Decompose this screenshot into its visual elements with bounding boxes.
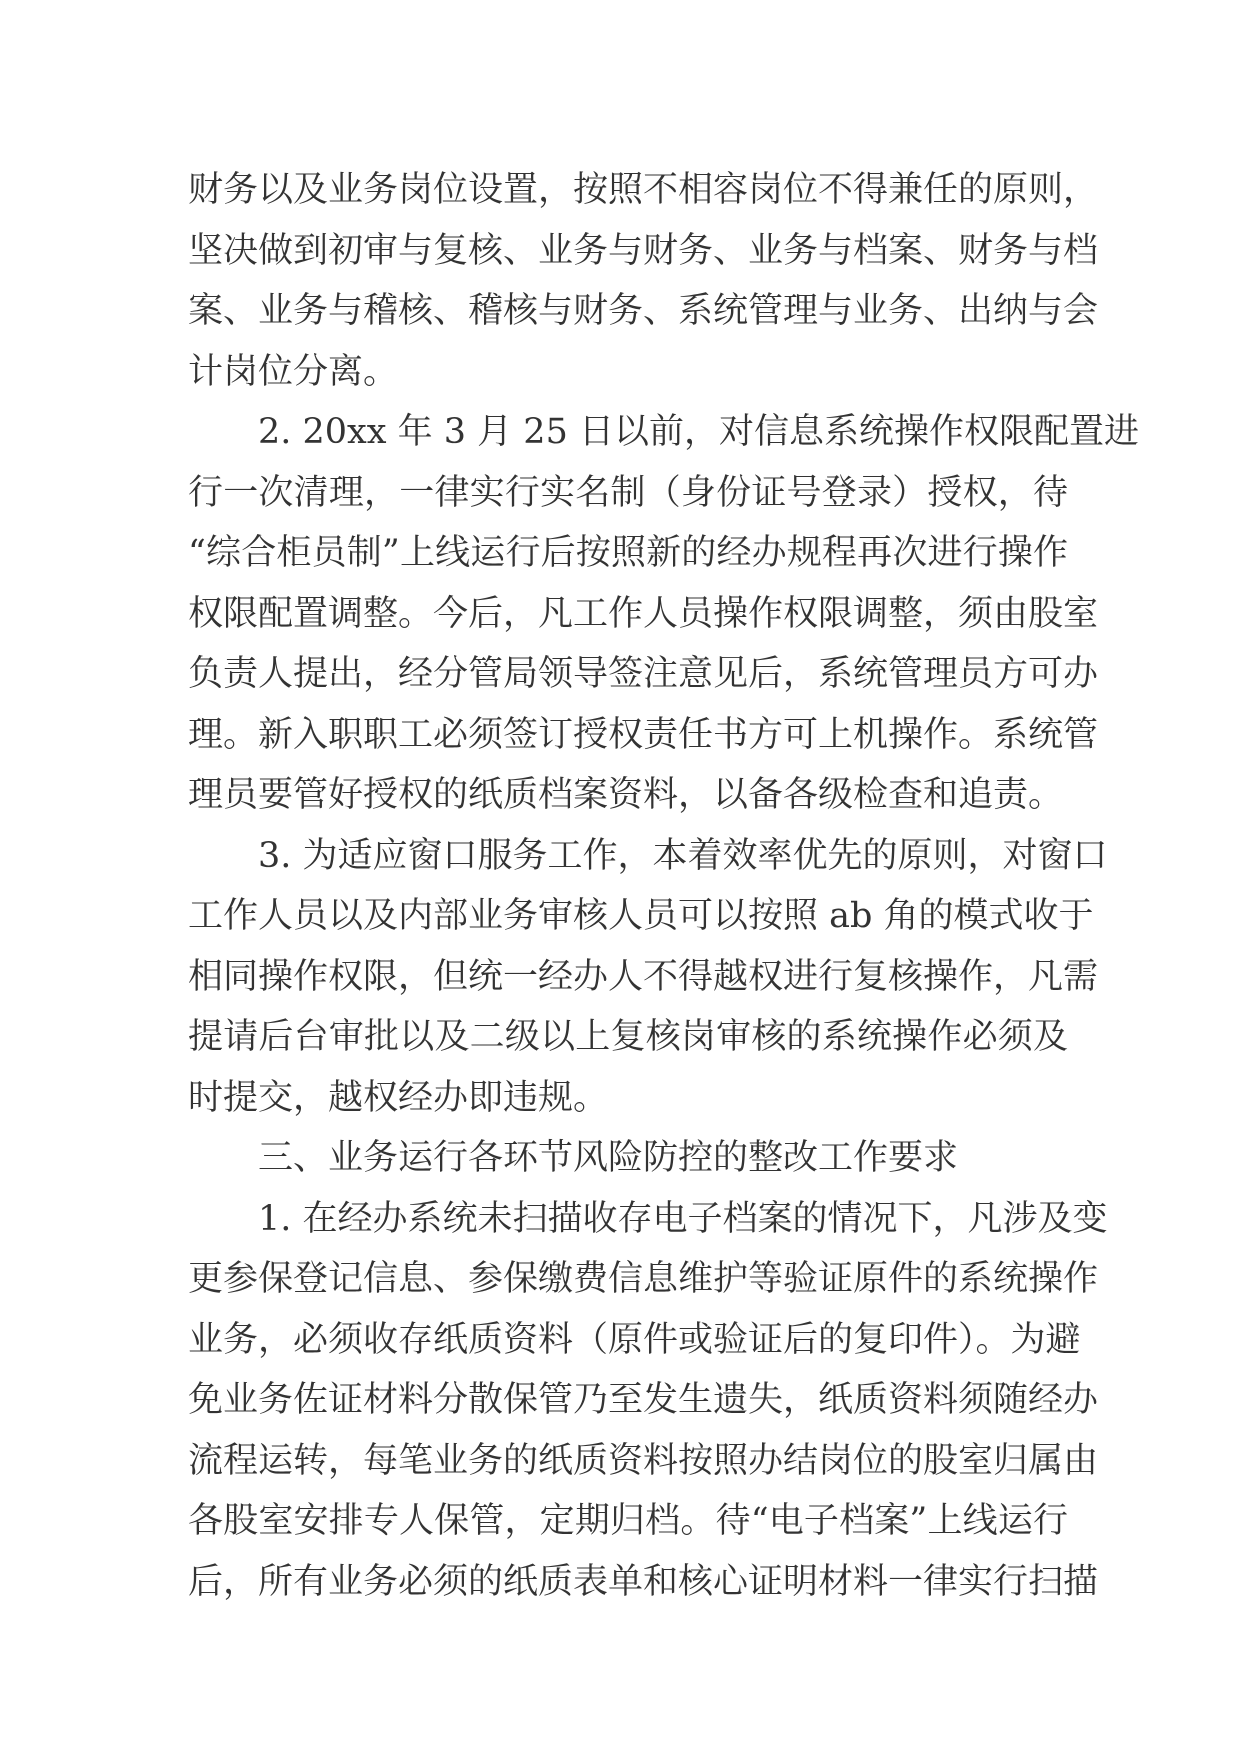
text-line: 业务，必须收存纸质资料（原件或验证后的复印件）。为避	[188, 1319, 1081, 1360]
text-line: 相同操作权限，但统一经办人不得越权进行复核操作，凡需	[188, 956, 1099, 997]
text-line: 后，所有业务必须的纸质表单和核心证明材料一律实行扫描	[188, 1561, 1099, 1602]
text-line: 提请后台审批以及二级以上复核岗审核的系统操作必须及	[188, 1017, 1068, 1057]
text-line: 财务以及业务岗位设置，按照不相容岗位不得兼任的原则，	[188, 170, 1099, 210]
document-body	[188, 160, 1139, 1612]
text-line: 计岗位分离。	[188, 351, 399, 392]
text-line: 权限配置调整。今后，凡工作人员操作权限调整，须由股室	[188, 593, 1099, 634]
text-line: 免业务佐证材料分散保管乃至发生遗失，纸质资料须随经办	[188, 1380, 1099, 1420]
text-line: 流程运转，每笔业务的纸质资料按照办结岗位的股室归属由	[188, 1440, 1099, 1481]
text-line: 更参保登记信息、参保缴费信息维护等验证原件的系统操作	[188, 1259, 1099, 1299]
text-line: 理。新入职职工必须签订授权责任书方可上机操作。系统管	[188, 714, 1099, 755]
text-line: 各股室安排专人保管，定期归档。待“电子档案”上线运行	[188, 1501, 1068, 1541]
text-line: 行一次清理，一律实行实名制（身份证号登录）授权，待	[188, 472, 1068, 513]
paragraph-4-first-line: 1. 在经办系统未扫描收存电子档案的情况下，凡涉及变	[258, 1198, 1108, 1239]
text-line: “综合柜员制”上线运行后按照新的经办规程再次进行操作	[188, 533, 1068, 573]
paragraph-3-first-line: 3. 为适应窗口服务工作，本着效率优先的原则，对窗口	[258, 835, 1108, 876]
text-line: 时提交，越权经办即违规。	[188, 1077, 609, 1118]
text-line: 案、业务与稽核、稽核与财务、系统管理与业务、出纳与会	[188, 291, 1099, 331]
text-line: 理员要管好授权的纸质档案资料，以备各级检查和追责。	[188, 775, 1064, 815]
paragraph-2-first-line: 2. 20xx 年 3 月 25 日以前，对信息系统操作权限配置进	[258, 412, 1139, 452]
text-line: 坚决做到初审与复核、业务与财务、业务与档案、财务与档	[188, 230, 1099, 271]
text-line: 负责人提出，经分管局领导签注意见后，系统管理员方可办	[188, 654, 1099, 694]
text-line: 工作人员以及内部业务审核人员可以按照 ab 角的模式收于	[188, 896, 1094, 936]
section-heading: 三、业务运行各环节风险防控的整改工作要求	[258, 1138, 959, 1178]
